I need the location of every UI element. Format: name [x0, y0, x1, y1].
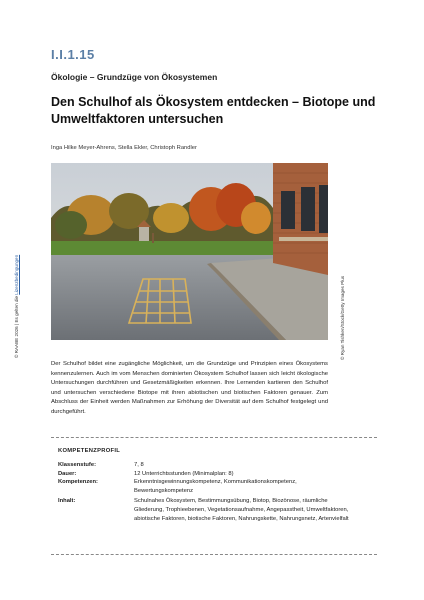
profile-row-competencies — [58, 478, 374, 495]
schoolyard-photo — [51, 163, 328, 340]
intro-paragraph: Der Schulhof bildet eine zugängliche Möglichkeit, um die Grundzüge und Prinzipien eines Ökosystems kennenzulernen. Auch im vom Menschen dominierten Ökosystem Schulhof lassen sich leicht ökologische Untersuchungen durchführen und Gesetzmäßigkeiten erkennen. Ihre Lernenden kartieren den Schulhof und untersuchen verschiedene Biotope mit ihren abiotischen und biotischen Faktoren genauer. Zum Abschluss der Einheit werden Maßnahmen zur Erhöhung der Diversität auf dem Schulhof festgelegt und durchgeführt. — [51, 361, 328, 415]
photo-credit: © Ryan Tishken/Stock/Getty Images Plus — [340, 275, 345, 360]
profile-row-grade — [58, 461, 374, 470]
divider-top — [51, 437, 377, 438]
profile-row-content — [58, 497, 374, 523]
profile-key: Kompetenzen: — [58, 479, 98, 486]
unit-code: I.I.1.15 — [51, 47, 95, 62]
profile-value: 7, 8 — [134, 462, 144, 468]
subject-heading: Ökologie – Grundzüge von Ökosystemen — [51, 72, 218, 82]
profile-value: Erkenntnisgewinnungskompetenz, Kommunikationskompetenz, Bewertungskompetenz — [134, 479, 297, 495]
license-link[interactable]: Lizenzbedingungen — [14, 254, 19, 295]
competency-profile — [58, 448, 374, 523]
profile-row-duration — [58, 470, 374, 479]
profile-value: Schulnahes Ökosystem, Bestimmungsübung, Biotop, Biozönose, räumliche Gliederung, Trophieebenen, Vegetationsaufnahme, Angepasstheit, Umweltfaktoren, abiotische Faktoren, biotische Faktoren, Nahrungskette, Nahrungsnetz, Artenvielfalt — [134, 498, 349, 522]
profile-key: Inhalt: — [58, 498, 76, 505]
profile-key: Dauer: — [58, 470, 77, 477]
divider-bottom — [51, 554, 377, 555]
license-credit — [14, 255, 19, 358]
profile-value: 12 Unterrichtsstunden (Minimalplan: 8) — [134, 470, 234, 477]
license-prefix: © RAABE 2026 | Es gelten die — [14, 294, 19, 358]
profile-key: Klassenstufe: — [58, 462, 97, 468]
page-title: Den Schulhof als Ökosystem entdecken – Biotope und Umweltfaktoren untersuchen — [51, 95, 376, 126]
authors-line: Inga Hilke Meyer-Ahrens, Stella Ekler, Christoph Randler — [51, 145, 197, 151]
profile-heading: KOMPETENZPROFIL — [58, 448, 121, 454]
